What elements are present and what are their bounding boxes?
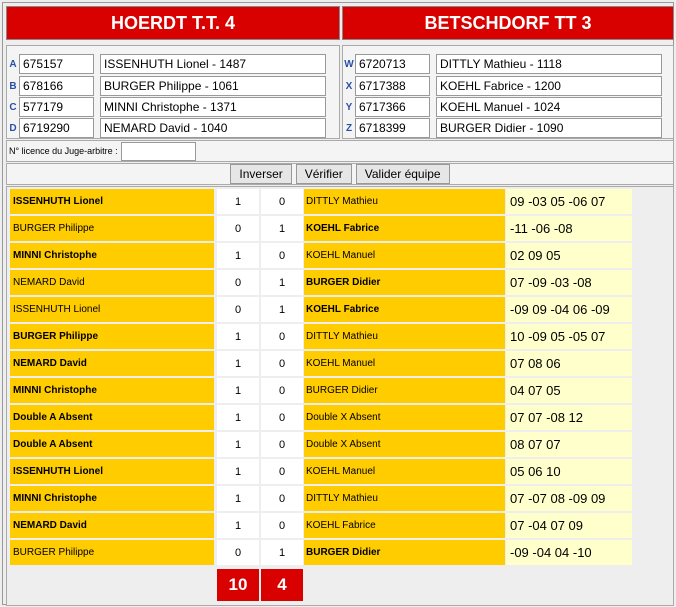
home-player-cell: ISSENHUTH Lionel xyxy=(10,297,214,322)
referee-row xyxy=(6,140,674,162)
away-players-panel xyxy=(342,45,674,139)
home-player-cell: BURGER Philippe xyxy=(10,324,214,349)
match-row xyxy=(10,459,632,484)
match-row xyxy=(10,378,632,403)
match-row xyxy=(10,270,632,295)
home-player-cell: Double A Absent xyxy=(10,405,214,430)
away-score-cell[interactable]: 0 xyxy=(261,378,303,403)
away-player-cell: KOEHL Fabrice xyxy=(304,297,505,322)
player-letter: Y xyxy=(345,101,353,113)
licence-field[interactable]: 6717366 xyxy=(355,97,430,117)
away-score-cell[interactable]: 0 xyxy=(261,405,303,430)
away-player-cell: KOEHL Fabrice xyxy=(304,216,505,241)
sets-score-cell[interactable]: -11 -06 -08 xyxy=(506,216,632,241)
player-letter: Z xyxy=(345,122,353,134)
match-row xyxy=(10,486,632,511)
away-player-cell: BURGER Didier xyxy=(304,270,505,295)
match-row xyxy=(10,513,632,538)
home-player-row xyxy=(7,118,326,138)
home-player-row xyxy=(7,97,326,117)
away-player-cell: DITTLY Mathieu xyxy=(304,486,505,511)
away-score-cell[interactable]: 0 xyxy=(261,513,303,538)
home-player-cell: NEMARD David xyxy=(10,270,214,295)
away-player-cell: DITTLY Mathieu xyxy=(304,324,505,349)
match-row xyxy=(10,189,632,214)
away-score-cell[interactable]: 0 xyxy=(261,432,303,457)
away-score-cell[interactable]: 0 xyxy=(261,324,303,349)
match-row xyxy=(10,351,632,376)
home-player-cell: MINNI Christophe xyxy=(10,486,214,511)
player-name-field[interactable]: ISSENHUTH Lionel - 1487 xyxy=(100,54,326,74)
home-player-cell: BURGER Philippe xyxy=(10,216,214,241)
sets-score-cell[interactable]: 09 -03 05 -06 07 xyxy=(506,189,632,214)
sets-score-cell[interactable]: 07 07 -08 12 xyxy=(506,405,632,430)
away-score-cell[interactable]: 0 xyxy=(261,486,303,511)
home-score-cell[interactable]: 1 xyxy=(217,432,259,457)
away-score-cell[interactable]: 1 xyxy=(261,216,303,241)
home-score-cell[interactable]: 1 xyxy=(217,378,259,403)
sets-score-cell[interactable]: 07 08 06 xyxy=(506,351,632,376)
home-player-cell: NEMARD David xyxy=(10,513,214,538)
sets-score-cell[interactable]: -09 -04 04 -10 xyxy=(506,540,632,565)
licence-field[interactable]: 577179 xyxy=(19,97,94,117)
sets-score-cell[interactable]: 07 -07 08 -09 09 xyxy=(506,486,632,511)
sets-score-cell[interactable]: 10 -09 05 -05 07 xyxy=(506,324,632,349)
player-letter: X xyxy=(345,80,353,92)
home-score-cell[interactable]: 0 xyxy=(217,540,259,565)
home-score-cell[interactable]: 1 xyxy=(217,243,259,268)
home-score-cell[interactable]: 1 xyxy=(217,486,259,511)
check-button[interactable]: Vérifier xyxy=(296,164,352,184)
sets-score-cell[interactable]: 04 07 05 xyxy=(506,378,632,403)
player-letter: A xyxy=(9,58,17,70)
home-score-cell[interactable]: 1 xyxy=(217,351,259,376)
player-name-field[interactable]: MINNI Christophe - 1371 xyxy=(100,97,326,117)
home-player-cell: MINNI Christophe xyxy=(10,243,214,268)
home-player-cell: MINNI Christophe xyxy=(10,378,214,403)
away-score-cell[interactable]: 1 xyxy=(261,297,303,322)
sets-score-cell[interactable]: -09 09 -04 06 -09 xyxy=(506,297,632,322)
licence-field[interactable]: 675157 xyxy=(19,54,94,74)
player-name-field[interactable]: KOEHL Fabrice - 1200 xyxy=(436,76,662,96)
away-player-row xyxy=(343,76,662,96)
player-letter: D xyxy=(9,122,17,134)
home-score-cell[interactable]: 0 xyxy=(217,297,259,322)
player-letter: W xyxy=(344,58,354,70)
away-player-row xyxy=(343,118,662,138)
action-bar xyxy=(6,163,674,185)
away-player-cell: BURGER Didier xyxy=(304,378,505,403)
validate-team-button[interactable]: Valider équipe xyxy=(356,164,450,184)
match-row xyxy=(10,540,632,565)
home-player-cell: ISSENHUTH Lionel xyxy=(10,459,214,484)
home-player-row xyxy=(7,76,326,96)
home-players-panel xyxy=(6,45,340,139)
away-player-cell: KOEHL Fabrice xyxy=(304,513,505,538)
home-team-title: HOERDT T.T. 4 xyxy=(6,6,340,40)
away-score-cell[interactable]: 0 xyxy=(261,351,303,376)
match-row xyxy=(10,405,632,430)
home-score-cell[interactable]: 1 xyxy=(217,189,259,214)
match-results-table xyxy=(6,186,674,606)
match-sheet xyxy=(2,2,674,605)
home-player-cell: ISSENHUTH Lionel xyxy=(10,189,214,214)
match-row xyxy=(10,297,632,322)
player-name-field[interactable]: BURGER Didier - 1090 xyxy=(436,118,662,138)
away-score-cell[interactable]: 0 xyxy=(261,189,303,214)
away-player-cell: KOEHL Manuel xyxy=(304,351,505,376)
sets-score-cell[interactable]: 07 -04 07 09 xyxy=(506,513,632,538)
away-player-row xyxy=(343,54,662,74)
player-name-field[interactable]: BURGER Philippe - 1061 xyxy=(100,76,326,96)
home-total-score: 10 xyxy=(217,569,259,601)
match-row xyxy=(10,432,632,457)
referee-label: N° licence du Juge-arbitre : xyxy=(9,146,118,156)
player-letter: B xyxy=(9,80,17,92)
player-name-field[interactable]: KOEHL Manuel - 1024 xyxy=(436,97,662,117)
away-score-cell[interactable]: 1 xyxy=(261,540,303,565)
sets-score-cell[interactable]: 05 06 10 xyxy=(506,459,632,484)
home-score-cell[interactable]: 1 xyxy=(217,459,259,484)
home-score-cell[interactable]: 0 xyxy=(217,216,259,241)
home-player-row xyxy=(7,54,326,74)
away-player-cell: DITTLY Mathieu xyxy=(304,189,505,214)
player-name-field[interactable]: NEMARD David - 1040 xyxy=(100,118,326,138)
away-player-cell: BURGER Didier xyxy=(304,540,505,565)
away-score-cell[interactable]: 1 xyxy=(261,270,303,295)
away-player-cell: Double X Absent xyxy=(304,432,505,457)
home-score-cell[interactable]: 1 xyxy=(217,324,259,349)
licence-field[interactable]: 678166 xyxy=(19,76,94,96)
home-player-cell: NEMARD David xyxy=(10,351,214,376)
player-name-field[interactable]: DITTLY Mathieu - 1118 xyxy=(436,54,662,74)
sets-score-cell[interactable]: 07 -09 -03 -08 xyxy=(506,270,632,295)
sets-score-cell[interactable]: 08 07 07 xyxy=(506,432,632,457)
player-letter: C xyxy=(9,101,17,113)
away-player-cell: Double X Absent xyxy=(304,405,505,430)
match-row xyxy=(10,243,632,268)
home-score-cell[interactable]: 1 xyxy=(217,405,259,430)
licence-field[interactable]: 6720713 xyxy=(355,54,430,74)
licence-field[interactable]: 6719290 xyxy=(19,118,94,138)
home-score-cell[interactable]: 1 xyxy=(217,513,259,538)
away-score-cell[interactable]: 0 xyxy=(261,459,303,484)
swap-button[interactable]: Inverser xyxy=(230,164,291,184)
away-total-score: 4 xyxy=(261,569,303,601)
home-player-cell: Double A Absent xyxy=(10,432,214,457)
match-row xyxy=(10,324,632,349)
away-score-cell[interactable]: 0 xyxy=(261,243,303,268)
home-player-cell: BURGER Philippe xyxy=(10,540,214,565)
match-row xyxy=(10,216,632,241)
licence-field[interactable]: 6718399 xyxy=(355,118,430,138)
referee-licence-input[interactable] xyxy=(121,142,196,161)
away-player-row xyxy=(343,97,662,117)
licence-field[interactable]: 6717388 xyxy=(355,76,430,96)
away-player-cell: KOEHL Manuel xyxy=(304,459,505,484)
away-player-cell: KOEHL Manuel xyxy=(304,243,505,268)
away-team-title: BETSCHDORF TT 3 xyxy=(342,6,674,40)
home-score-cell[interactable]: 0 xyxy=(217,270,259,295)
sets-score-cell[interactable]: 02 09 05 xyxy=(506,243,632,268)
